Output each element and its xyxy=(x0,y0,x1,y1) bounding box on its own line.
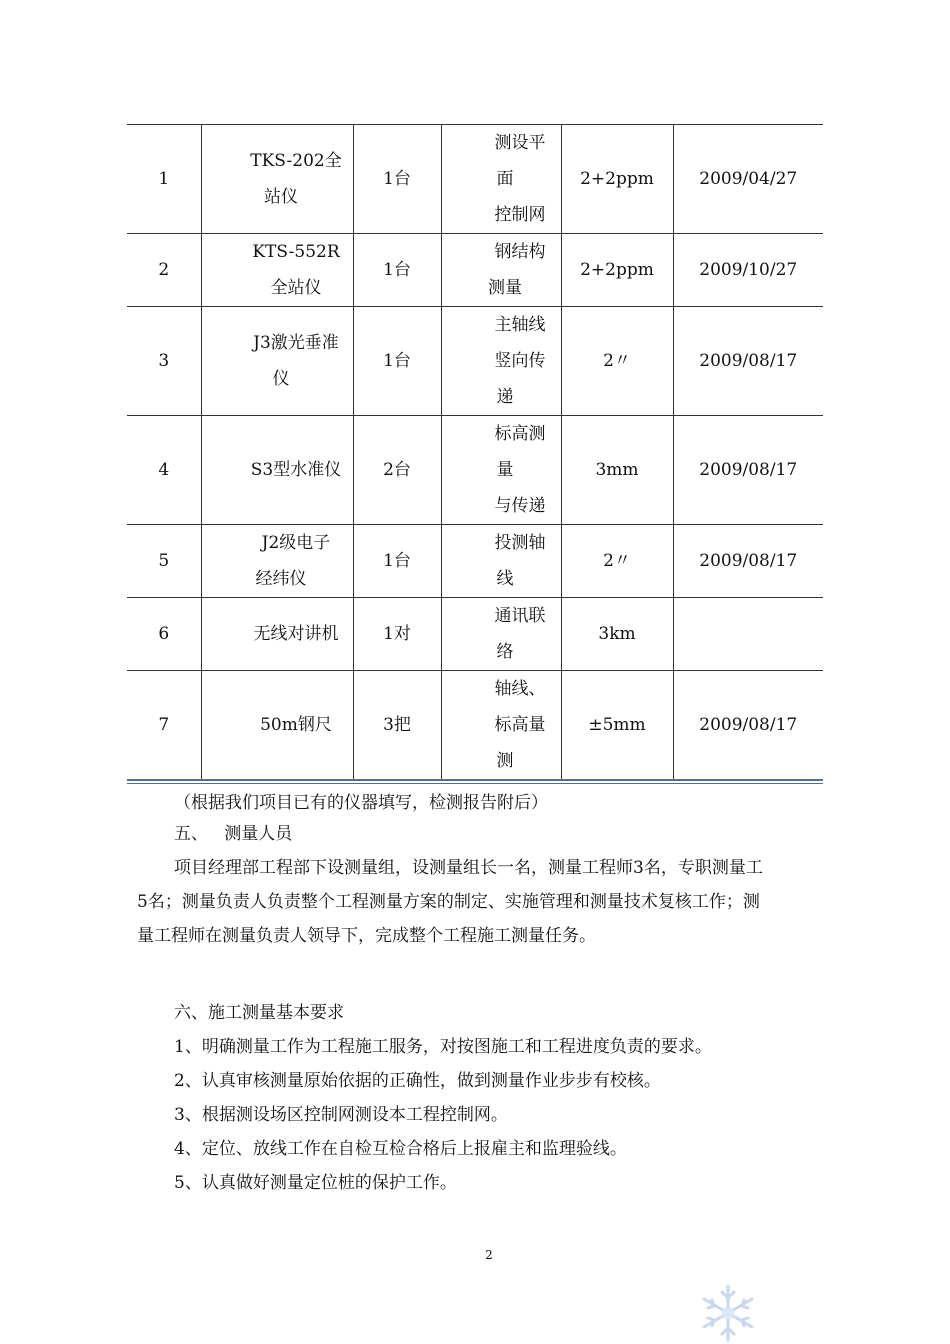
cell-accuracy: ±5mm xyxy=(561,671,673,780)
cell-purpose xyxy=(441,234,561,307)
purpose-line: 测量 xyxy=(488,278,522,298)
cell-instrument-name xyxy=(201,525,353,598)
section5-line: 项目经理部工程部下设测量组，设测量组长一名，测量工程师3名，专职测量工 xyxy=(174,858,763,878)
purpose-line: 测设平 xyxy=(494,133,546,153)
section5-heading: 五、 测量人员 xyxy=(174,824,293,844)
instrument-name-line: 站仪 xyxy=(264,187,298,207)
purpose-line: 竖向传 xyxy=(494,351,546,371)
purpose-line: 通讯联 xyxy=(494,606,546,626)
purpose-line: 主轴线 xyxy=(494,315,546,335)
purpose-line: 线 xyxy=(496,569,514,589)
purpose-line: 钢结构 xyxy=(494,242,546,262)
purpose-line: 量 xyxy=(496,460,514,480)
cell-calibration-date: 2009/08/17 xyxy=(673,525,823,598)
cell-purpose xyxy=(441,307,561,416)
purpose-line: 络 xyxy=(496,642,514,662)
cell-calibration-date xyxy=(673,598,823,671)
cell-instrument-name xyxy=(201,234,353,307)
cell-quantity: 1台 xyxy=(353,234,441,307)
snowflake-watermark-icon xyxy=(696,1282,760,1344)
cell-quantity: 1台 xyxy=(353,525,441,598)
equipment-table-body xyxy=(127,125,823,780)
purpose-line: 控制网 xyxy=(494,205,546,225)
purpose-line: 测 xyxy=(496,751,514,772)
table-row xyxy=(127,416,823,525)
instrument-name-line: S3型水准仪 xyxy=(250,460,342,480)
table-bottom-rule-thin xyxy=(127,783,823,784)
instrument-name-line: 无线对讲机 xyxy=(253,624,339,644)
cell-calibration-date: 2009/08/17 xyxy=(673,416,823,525)
cell-quantity: 1对 xyxy=(353,598,441,671)
cell-calibration-date: 2009/04/27 xyxy=(673,125,823,234)
cell-number: 6 xyxy=(127,598,201,671)
cell-instrument-name xyxy=(201,671,353,780)
purpose-line: 投测轴 xyxy=(494,533,546,553)
instrument-name-line: TKS-202全 xyxy=(250,151,342,171)
cell-number: 1 xyxy=(127,125,201,234)
cell-number: 5 xyxy=(127,525,201,598)
table-row xyxy=(127,234,823,307)
instrument-name-line: 全站仪 xyxy=(270,278,322,298)
cell-quantity: 1台 xyxy=(353,125,441,234)
section6-heading: 六、施工测量基本要求 xyxy=(174,1003,344,1023)
instrument-name-line: 50m钢尺 xyxy=(260,715,332,736)
page-number: 2 xyxy=(485,1248,493,1262)
cell-accuracy: 3km xyxy=(561,598,673,671)
cell-purpose xyxy=(441,525,561,598)
purpose-line: 递 xyxy=(496,387,514,407)
cell-calibration-date: 2009/08/17 xyxy=(673,307,823,416)
instrument-name-line: 仪 xyxy=(272,369,290,389)
equipment-table xyxy=(127,124,823,780)
cell-instrument-name xyxy=(201,598,353,671)
requirement-item: 2、认真审核测量原始依据的正确性，做到测量作业步步有校核。 xyxy=(174,1071,661,1091)
cell-instrument-name xyxy=(201,307,353,416)
section5-body xyxy=(137,851,827,953)
instrument-name-line: J3激光垂准 xyxy=(253,333,339,353)
cell-accuracy: 2〃 xyxy=(561,307,673,416)
cell-quantity: 2台 xyxy=(353,416,441,525)
table-note: （根据我们项目已有的仪器填写，检测报告附后） xyxy=(174,793,548,813)
purpose-line: 与传递 xyxy=(494,496,546,516)
section5-line: 量工程师在测量负责人领导下，完成整个工程施工测量任务。 xyxy=(137,926,596,946)
purpose-line: 面 xyxy=(496,169,514,189)
purpose-line: 标高测 xyxy=(494,424,546,444)
cell-number: 2 xyxy=(127,234,201,307)
purpose-line: 轴线、 xyxy=(494,679,546,700)
cell-purpose xyxy=(441,416,561,525)
table-row xyxy=(127,671,823,780)
table-bottom-rule xyxy=(127,779,823,781)
cell-instrument-name xyxy=(201,125,353,234)
cell-accuracy: 2〃 xyxy=(561,525,673,598)
cell-quantity: 1台 xyxy=(353,307,441,416)
requirement-item: 3、根据测设场区控制网测设本工程控制网。 xyxy=(174,1105,508,1125)
cell-calibration-date: 2009/08/17 xyxy=(673,671,823,780)
purpose-line: 标高量 xyxy=(494,715,546,736)
cell-accuracy: 3mm xyxy=(561,416,673,525)
cell-number: 7 xyxy=(127,671,201,780)
requirement-item: 5、认真做好测量定位桩的保护工作。 xyxy=(174,1173,457,1193)
cell-instrument-name xyxy=(201,416,353,525)
instrument-name-line: 经纬仪 xyxy=(255,569,307,589)
cell-accuracy: 2+2ppm xyxy=(561,125,673,234)
table-row xyxy=(127,525,823,598)
requirement-item: 4、定位、放线工作在自检互检合格后上报雇主和监理验线。 xyxy=(174,1139,627,1159)
instrument-name-line: J2级电子 xyxy=(261,533,331,553)
section5-line: 5名；测量负责人负责整个工程测量方案的制定、实施管理和测量技术复核工作；测 xyxy=(137,892,760,912)
cell-accuracy: 2+2ppm xyxy=(561,234,673,307)
cell-calibration-date: 2009/10/27 xyxy=(673,234,823,307)
table-row xyxy=(127,598,823,671)
cell-purpose xyxy=(441,671,561,780)
cell-number: 4 xyxy=(127,416,201,525)
table-row xyxy=(127,125,823,234)
table-row xyxy=(127,307,823,416)
requirement-item: 1、明确测量工作为工程施工服务，对按图施工和工程进度负责的要求。 xyxy=(174,1037,712,1057)
cell-purpose xyxy=(441,598,561,671)
cell-purpose xyxy=(441,125,561,234)
cell-quantity: 3把 xyxy=(353,671,441,780)
instrument-name-line: KTS-552R xyxy=(252,242,340,262)
cell-number: 3 xyxy=(127,307,201,416)
